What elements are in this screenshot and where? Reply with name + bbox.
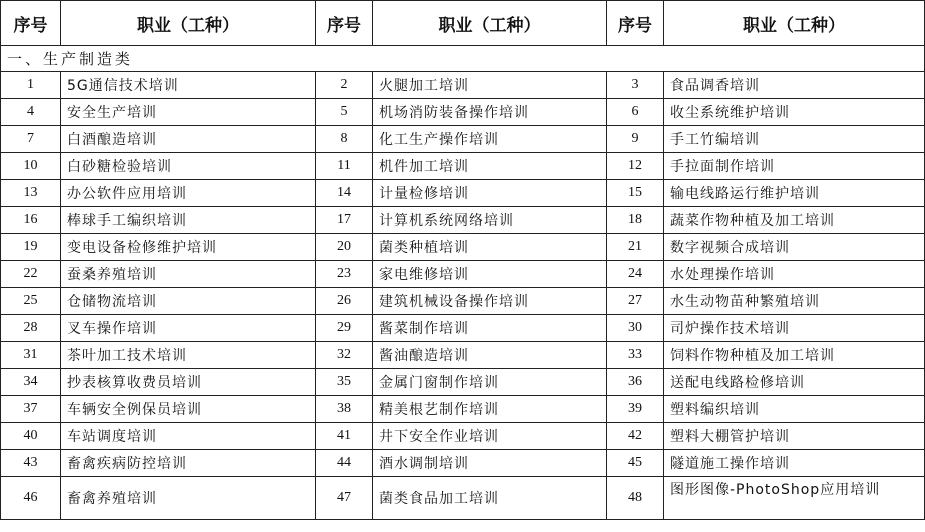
job-name: 机件加工培训 [373,153,607,180]
job-name: 手拉面制作培训 [664,153,925,180]
table-row [1,342,925,369]
serial-number: 1 [1,72,61,99]
serial-number: 33 [607,342,664,369]
table-row [1,315,925,342]
table-row [1,477,925,520]
serial-number: 9 [607,126,664,153]
job-name: 图形图像-PhotoShop应用培训 [664,477,925,520]
serial-number: 39 [607,396,664,423]
job-name: 菌类食品加工培训 [373,477,607,520]
serial-number: 11 [316,153,373,180]
serial-number: 6 [607,99,664,126]
job-name: 建筑机械设备操作培训 [373,288,607,315]
serial-number: 47 [316,477,373,520]
job-name: 白砂糖检验培训 [61,153,316,180]
job-name: 食品调香培训 [664,72,925,99]
job-name: 塑料大棚管护培训 [664,423,925,450]
job-name: 精美根艺制作培训 [373,396,607,423]
table-row [1,450,925,477]
section-title: 一、生产制造类 [1,46,925,72]
job-name: 金属门窗制作培训 [373,369,607,396]
job-name: 办公软件应用培训 [61,180,316,207]
serial-number: 5 [316,99,373,126]
serial-number: 30 [607,315,664,342]
header-serial-3: 序号 [607,1,664,46]
serial-number: 40 [1,423,61,450]
serial-number: 45 [607,450,664,477]
serial-number: 38 [316,396,373,423]
job-name: 机场消防装备操作培训 [373,99,607,126]
serial-number: 18 [607,207,664,234]
job-name: 车辆安全例保员培训 [61,396,316,423]
table-row [1,234,925,261]
job-name: 塑料编织培训 [664,396,925,423]
serial-number: 10 [1,153,61,180]
serial-number: 19 [1,234,61,261]
serial-number: 42 [607,423,664,450]
serial-number: 22 [1,261,61,288]
serial-number: 21 [607,234,664,261]
job-name: 化工生产操作培训 [373,126,607,153]
job-name: 酒水调制培训 [373,450,607,477]
job-name: 蔬菜作物种植及加工培训 [664,207,925,234]
job-name: 变电设备检修维护培训 [61,234,316,261]
job-name: 蚕桑养殖培训 [61,261,316,288]
serial-number: 34 [1,369,61,396]
serial-number: 20 [316,234,373,261]
job-name: 茶叶加工技术培训 [61,342,316,369]
serial-number: 24 [607,261,664,288]
serial-number: 8 [316,126,373,153]
serial-number: 36 [607,369,664,396]
header-serial-1: 序号 [1,1,61,46]
job-name: 畜禽养殖培训 [61,477,316,520]
serial-number: 44 [316,450,373,477]
job-name: 安全生产培训 [61,99,316,126]
job-name: 井下安全作业培训 [373,423,607,450]
serial-number: 46 [1,477,61,520]
job-name: 畜禽疾病防控培训 [61,450,316,477]
serial-number: 3 [607,72,664,99]
table-row [1,72,925,99]
job-name: 仓储物流培训 [61,288,316,315]
job-name: 棒球手工编织培训 [61,207,316,234]
table-row [1,288,925,315]
serial-number: 17 [316,207,373,234]
job-name: 菌类种植培训 [373,234,607,261]
serial-number: 23 [316,261,373,288]
serial-number: 35 [316,369,373,396]
job-name: 酱油酿造培训 [373,342,607,369]
serial-number: 13 [1,180,61,207]
table-row [1,180,925,207]
table-row [1,396,925,423]
serial-number: 7 [1,126,61,153]
table-row [1,369,925,396]
job-name: 白酒酿造培训 [61,126,316,153]
header-job-1: 职业（工种） [61,1,316,46]
job-name: 饲料作物种植及加工培训 [664,342,925,369]
serial-number: 48 [607,477,664,520]
job-name: 车站调度培训 [61,423,316,450]
job-name: 家电维修培训 [373,261,607,288]
job-name: 火腿加工培训 [373,72,607,99]
serial-number: 32 [316,342,373,369]
job-name: 手工竹编培训 [664,126,925,153]
header-serial-2: 序号 [316,1,373,46]
job-name: 酱菜制作培训 [373,315,607,342]
job-name: 司炉操作技术培训 [664,315,925,342]
table-row [1,99,925,126]
table-row [1,261,925,288]
job-name: 计量检修培训 [373,180,607,207]
table-row [1,423,925,450]
table-row [1,153,925,180]
serial-number: 29 [316,315,373,342]
job-name: 输电线路运行维护培训 [664,180,925,207]
header-job-2: 职业（工种） [373,1,607,46]
job-name: 叉车操作培训 [61,315,316,342]
serial-number: 15 [607,180,664,207]
serial-number: 41 [316,423,373,450]
serial-number: 31 [1,342,61,369]
header-job-3: 职业（工种） [664,1,925,46]
job-name: 收尘系统维护培训 [664,99,925,126]
header-row [1,1,925,46]
serial-number: 2 [316,72,373,99]
job-name: 抄表核算收费员培训 [61,369,316,396]
section-row [1,46,925,72]
job-name: 水处理操作培训 [664,261,925,288]
job-name: 计算机系统网络培训 [373,207,607,234]
table-row [1,126,925,153]
serial-number: 26 [316,288,373,315]
job-name: 隧道施工操作培训 [664,450,925,477]
serial-number: 37 [1,396,61,423]
serial-number: 12 [607,153,664,180]
table-row [1,207,925,234]
serial-number: 16 [1,207,61,234]
serial-number: 4 [1,99,61,126]
serial-number: 27 [607,288,664,315]
serial-number: 14 [316,180,373,207]
job-name: 送配电线路检修培训 [664,369,925,396]
serial-number: 28 [1,315,61,342]
job-name: 水生动物苗种繁殖培训 [664,288,925,315]
serial-number: 25 [1,288,61,315]
serial-number: 43 [1,450,61,477]
job-name: 数字视频合成培训 [664,234,925,261]
job-name: 5G通信技术培训 [61,72,316,99]
